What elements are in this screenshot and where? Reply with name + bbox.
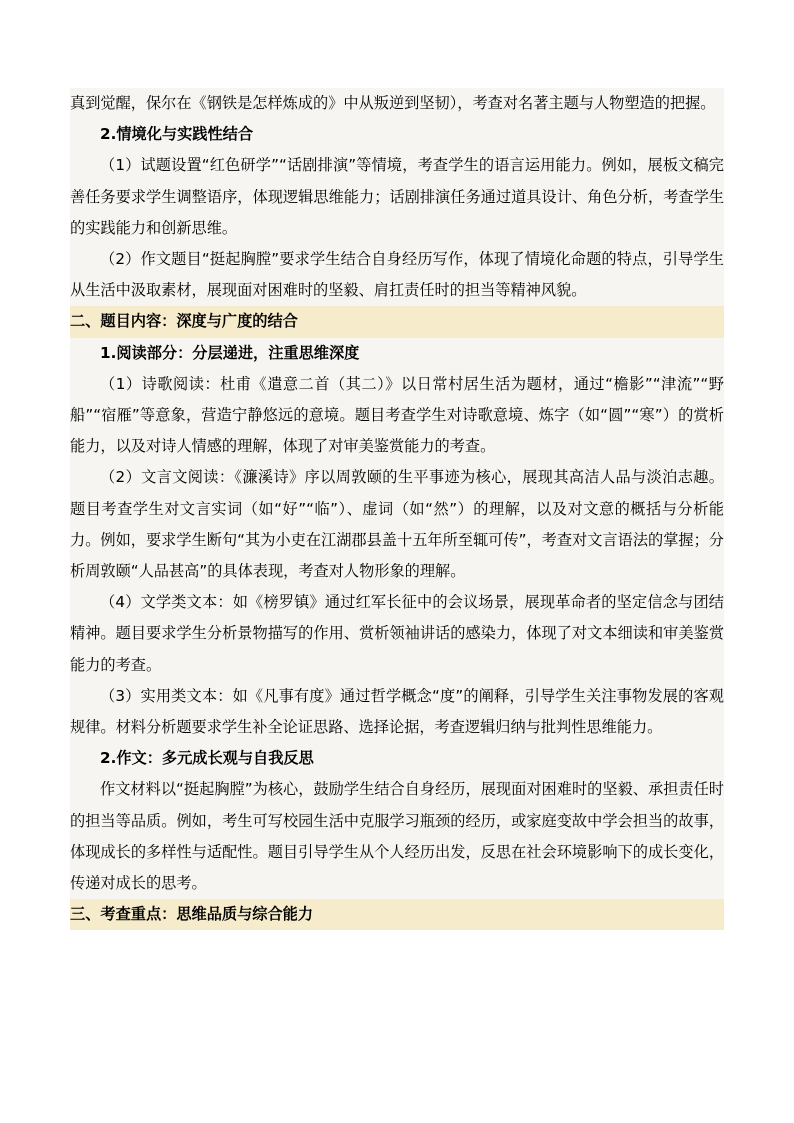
paragraph-intro-continuation: 真到觉醒，保尔在《钢铁是怎样炼成的》中从叛逆到坚韧），考查对名著主题与人物塑造的把握。 (70, 94, 716, 112)
paragraph-classical-chinese: （2）文言文阅读：《濂溪诗》序以周敦颐的生平事迹为核心，展现其高洁人品与淡泊志趣。题目考查学生对文言实词（如“好”“临”）、虚词（如“然”）的理解，以及对文意的概括与分析能力。例如，要求学生断句“其为小吏在江湖郡县盖十五年所至辄可传”，考查对文言语法的掌握；分析周敦颐“人品甚高”的具体表现，考查对人物形象的理解。 (70, 468, 724, 581)
paragraph-poetry: （1）诗歌阅读：杜甫《遣意二首（其二）》以日常村居生活为题材，通过“檐影”“津流”“野船”“宿雁”等意象，营造宁静悠远的意境。题目考查学生对诗歌意境、炼字（如“圆”“寒”）的赏析能力，以及对诗人情感的理解，体现了对审美鉴赏能力的考查。 (70, 374, 724, 456)
paragraph-practical-text: （3）实用类文本：如《凡事有度》通过哲学概念“度”的阐释，引导学生关注事物发展的客观规律。材料分析题要求学生补全论证思路、选择论据，考查逻辑归纳与批判性思维能力。 (70, 686, 724, 737)
section-heading-content: 二、题目内容：深度与广度的结合 (70, 306, 724, 337)
subheading-reading: 1.阅读部分：分层递进，注重思维深度 (100, 343, 360, 362)
subheading-composition: 2.作文：多元成长观与自我反思 (100, 749, 314, 768)
subheading-situational: 2.情境化与实践性结合 (100, 125, 254, 144)
paragraph-literary-text: （4）文学类文本：如《榜罗镇》通过红军长征中的会议场景，展现革命者的坚定信念与团结精神。题目要求学生分析景物描写的作用、赏析领袖讲话的感染力，体现了对文本细读和审美鉴赏能力的考查。 (70, 593, 724, 674)
paragraph-situational-1: （1）试题设置“红色研学”“话剧排演”等情境，考查学生的语言运用能力。例如，展板文稿完善任务要求学生调整语序，体现逻辑思维能力；话剧排演任务通过道具设计、角色分析，考查学生的实践能力和创新思维。 (70, 156, 724, 237)
paragraph-composition: 作文材料以“挺起胸膛”为核心，鼓励学生结合自身经历，展现面对困难时的坚毅、承担责任时的担当等品质。例如，考生可写校园生活中克服学习瓶颈的经历，或家庭变故中学会担当的故事，体现成长的多样性与适配性。题目引导学生从个人经历出发，反思在社会环境影响下的成长变化，传递对成长的思考。 (70, 780, 724, 893)
paragraph-situational-2: （2）作文题目“挺起胸膛”要求学生结合自身经历写作，体现了情境化命题的特点，引导学生从生活中汲取素材，展现面对困难时的坚毅、肩扛责任时的担当等精神风貌。 (70, 250, 724, 300)
document-body (70, 88, 724, 930)
section-heading-focus: 三、考查重点：思维品质与综合能力 (70, 899, 724, 930)
